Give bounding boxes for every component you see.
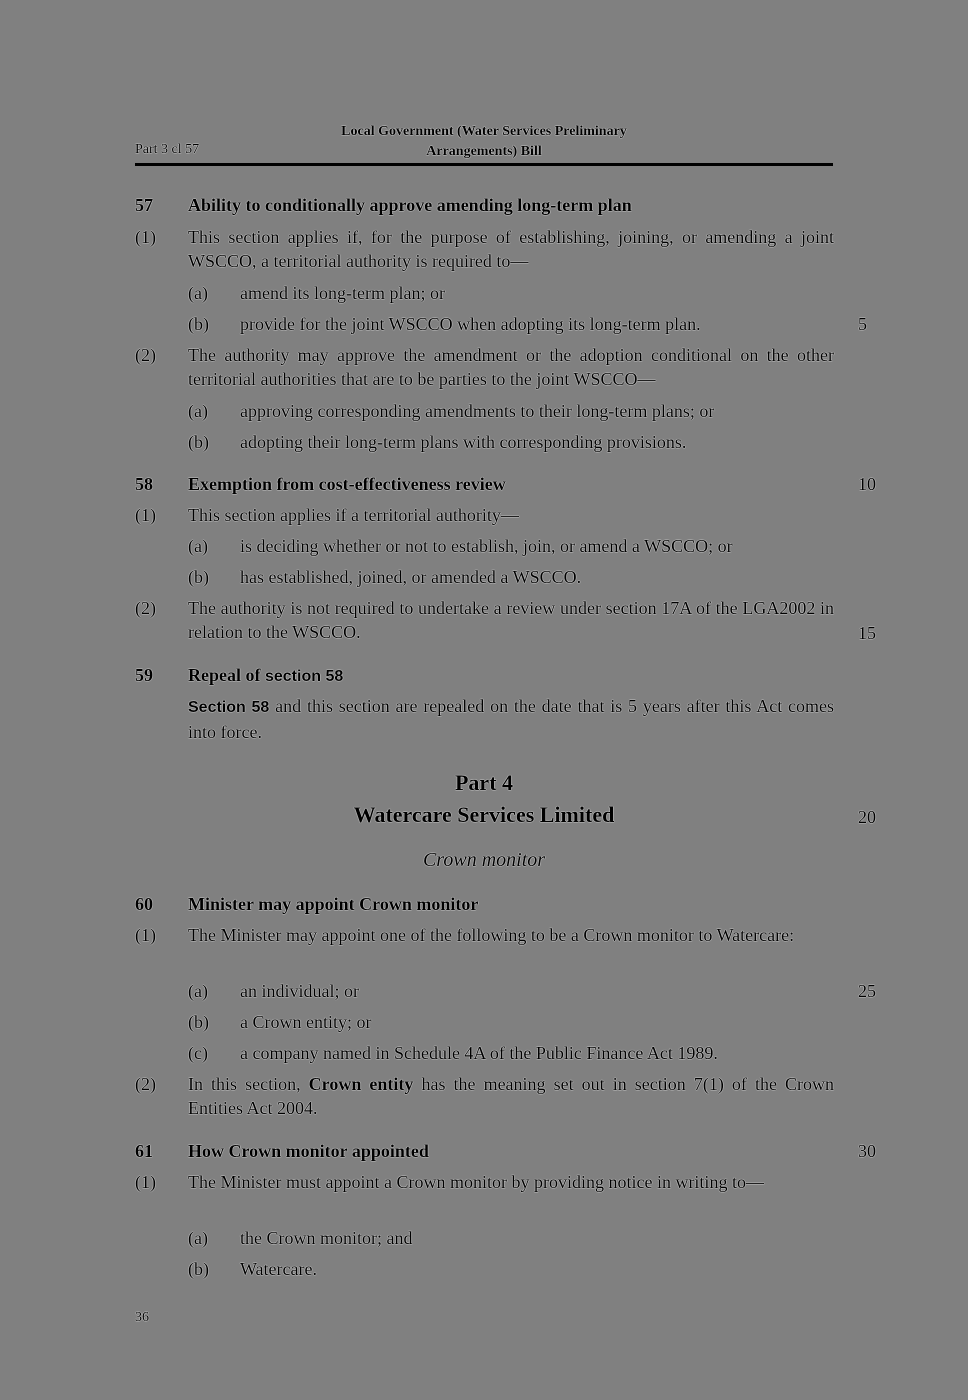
paragraph-text: is deciding whether or not to establish, join, or amend a WSCCO; or	[240, 536, 733, 556]
paragraph-text: an individual; or	[240, 981, 359, 1001]
page-number: 36	[135, 1310, 149, 1325]
line-number: 5	[858, 314, 867, 334]
paragraph-label: (b)	[188, 432, 209, 452]
paragraph-text: the Crown monitor; and	[240, 1228, 413, 1248]
subsection-label: (1)	[135, 1172, 156, 1192]
paragraph-text: has established, joined, or amended a WSCCO.	[240, 567, 582, 587]
subsection-label: (1)	[135, 505, 156, 525]
header-rule	[135, 163, 833, 166]
subsection-label: (1)	[135, 227, 156, 247]
paragraph-text: a company named in Schedule 4A of the Public Finance Act 1989.	[240, 1043, 718, 1063]
subsection-text: The Minister must appoint a Crown monitor by providing notice in writing to—	[188, 1172, 764, 1192]
subsection-label: (1)	[135, 925, 156, 945]
paragraph-label: (a)	[188, 401, 208, 421]
section-number: 59	[135, 665, 153, 685]
cross-heading: Crown monitor	[422, 849, 546, 871]
defined-term: Crown entity	[308, 1074, 414, 1094]
body-text: and this section are repealed on the date that is 5 years after this Act comes into force.	[188, 696, 835, 742]
subsection-label: (2)	[135, 345, 156, 365]
header-title-line1: Local Government (Water Services Preliminary	[341, 124, 627, 139]
section-heading: Ability to conditionally approve amending long-term plan	[188, 195, 632, 215]
subsection-text: This section applies if, for the purpose of establishing, joining, or amending a joint WSCCO, a territorial authority is required to—	[188, 227, 834, 271]
heading-text: Repeal of	[188, 665, 265, 685]
section-heading: Exemption from cost-effectiveness review	[188, 474, 506, 494]
cross-reference: Section 58	[188, 699, 270, 716]
paragraph-text: provide for the joint WSCCO when adopting its long-term plan.	[240, 314, 701, 334]
paragraph-text: a Crown entity; or	[240, 1012, 372, 1032]
subsection-label: (2)	[135, 598, 156, 618]
section-number: 60	[135, 894, 153, 914]
subsection-label: (2)	[135, 1074, 156, 1094]
paragraph-label: (a)	[188, 1228, 208, 1248]
subsection-text: The authority may approve the amendment or the adoption conditional on the other territorial authorities that are to be parties to the joint WSCCO—	[188, 345, 834, 389]
line-number: 30	[858, 1141, 876, 1161]
section-heading: Minister may appoint Crown monitor	[188, 894, 479, 914]
cross-reference: section 58	[264, 668, 344, 685]
line-number: 10	[858, 474, 876, 494]
paragraph-label: (c)	[188, 1043, 208, 1063]
paragraph-label: (a)	[188, 981, 208, 1001]
paragraph-label: (a)	[188, 283, 208, 303]
subsection-text: The authority is not required to undertake a review under section 17A of the LGA2002 in relation to the WSCCO.	[188, 598, 834, 642]
line-number: 25	[858, 981, 876, 1001]
running-header-part-ref: Part 3 cl 57	[135, 142, 200, 157]
paragraph-label: (b)	[188, 314, 209, 334]
paragraph-text: approving corresponding amendments to their long-term plans; or	[240, 401, 715, 421]
section-number: 61	[135, 1141, 153, 1161]
paragraph-text: amend its long-term plan; or	[240, 283, 445, 303]
running-header-title	[250, 122, 718, 162]
text: has the meaning set out in section 7(1) of the Crown Entities Act 2004.	[188, 1074, 834, 1118]
section-heading: How Crown monitor appointed	[188, 1141, 429, 1161]
subsection-text: This section applies if a territorial authority—	[188, 505, 519, 525]
section-heading	[188, 663, 343, 689]
paragraph-label: (b)	[188, 1259, 209, 1279]
part-label: Part 4	[454, 770, 514, 795]
line-number: 20	[858, 807, 876, 827]
text: In this section,	[188, 1074, 309, 1094]
paragraph-label: (b)	[188, 567, 209, 587]
part-title: Watercare Services Limited	[353, 802, 615, 827]
paragraph-label: (a)	[188, 536, 208, 556]
paragraph-label: (b)	[188, 1012, 209, 1032]
section-body	[188, 694, 834, 744]
subsection-text: The Minister may appoint one of the following to be a Crown monitor to Watercare:	[188, 925, 795, 945]
line-number: 15	[858, 623, 876, 643]
paragraph-text: Watercare.	[240, 1259, 317, 1279]
paragraph-text: adopting their long-term plans with corresponding provisions.	[240, 432, 687, 452]
section-number: 58	[135, 474, 153, 494]
header-title-line2: Arrangements) Bill	[426, 144, 542, 159]
section-number: 57	[135, 195, 153, 215]
subsection-text	[188, 1072, 834, 1120]
